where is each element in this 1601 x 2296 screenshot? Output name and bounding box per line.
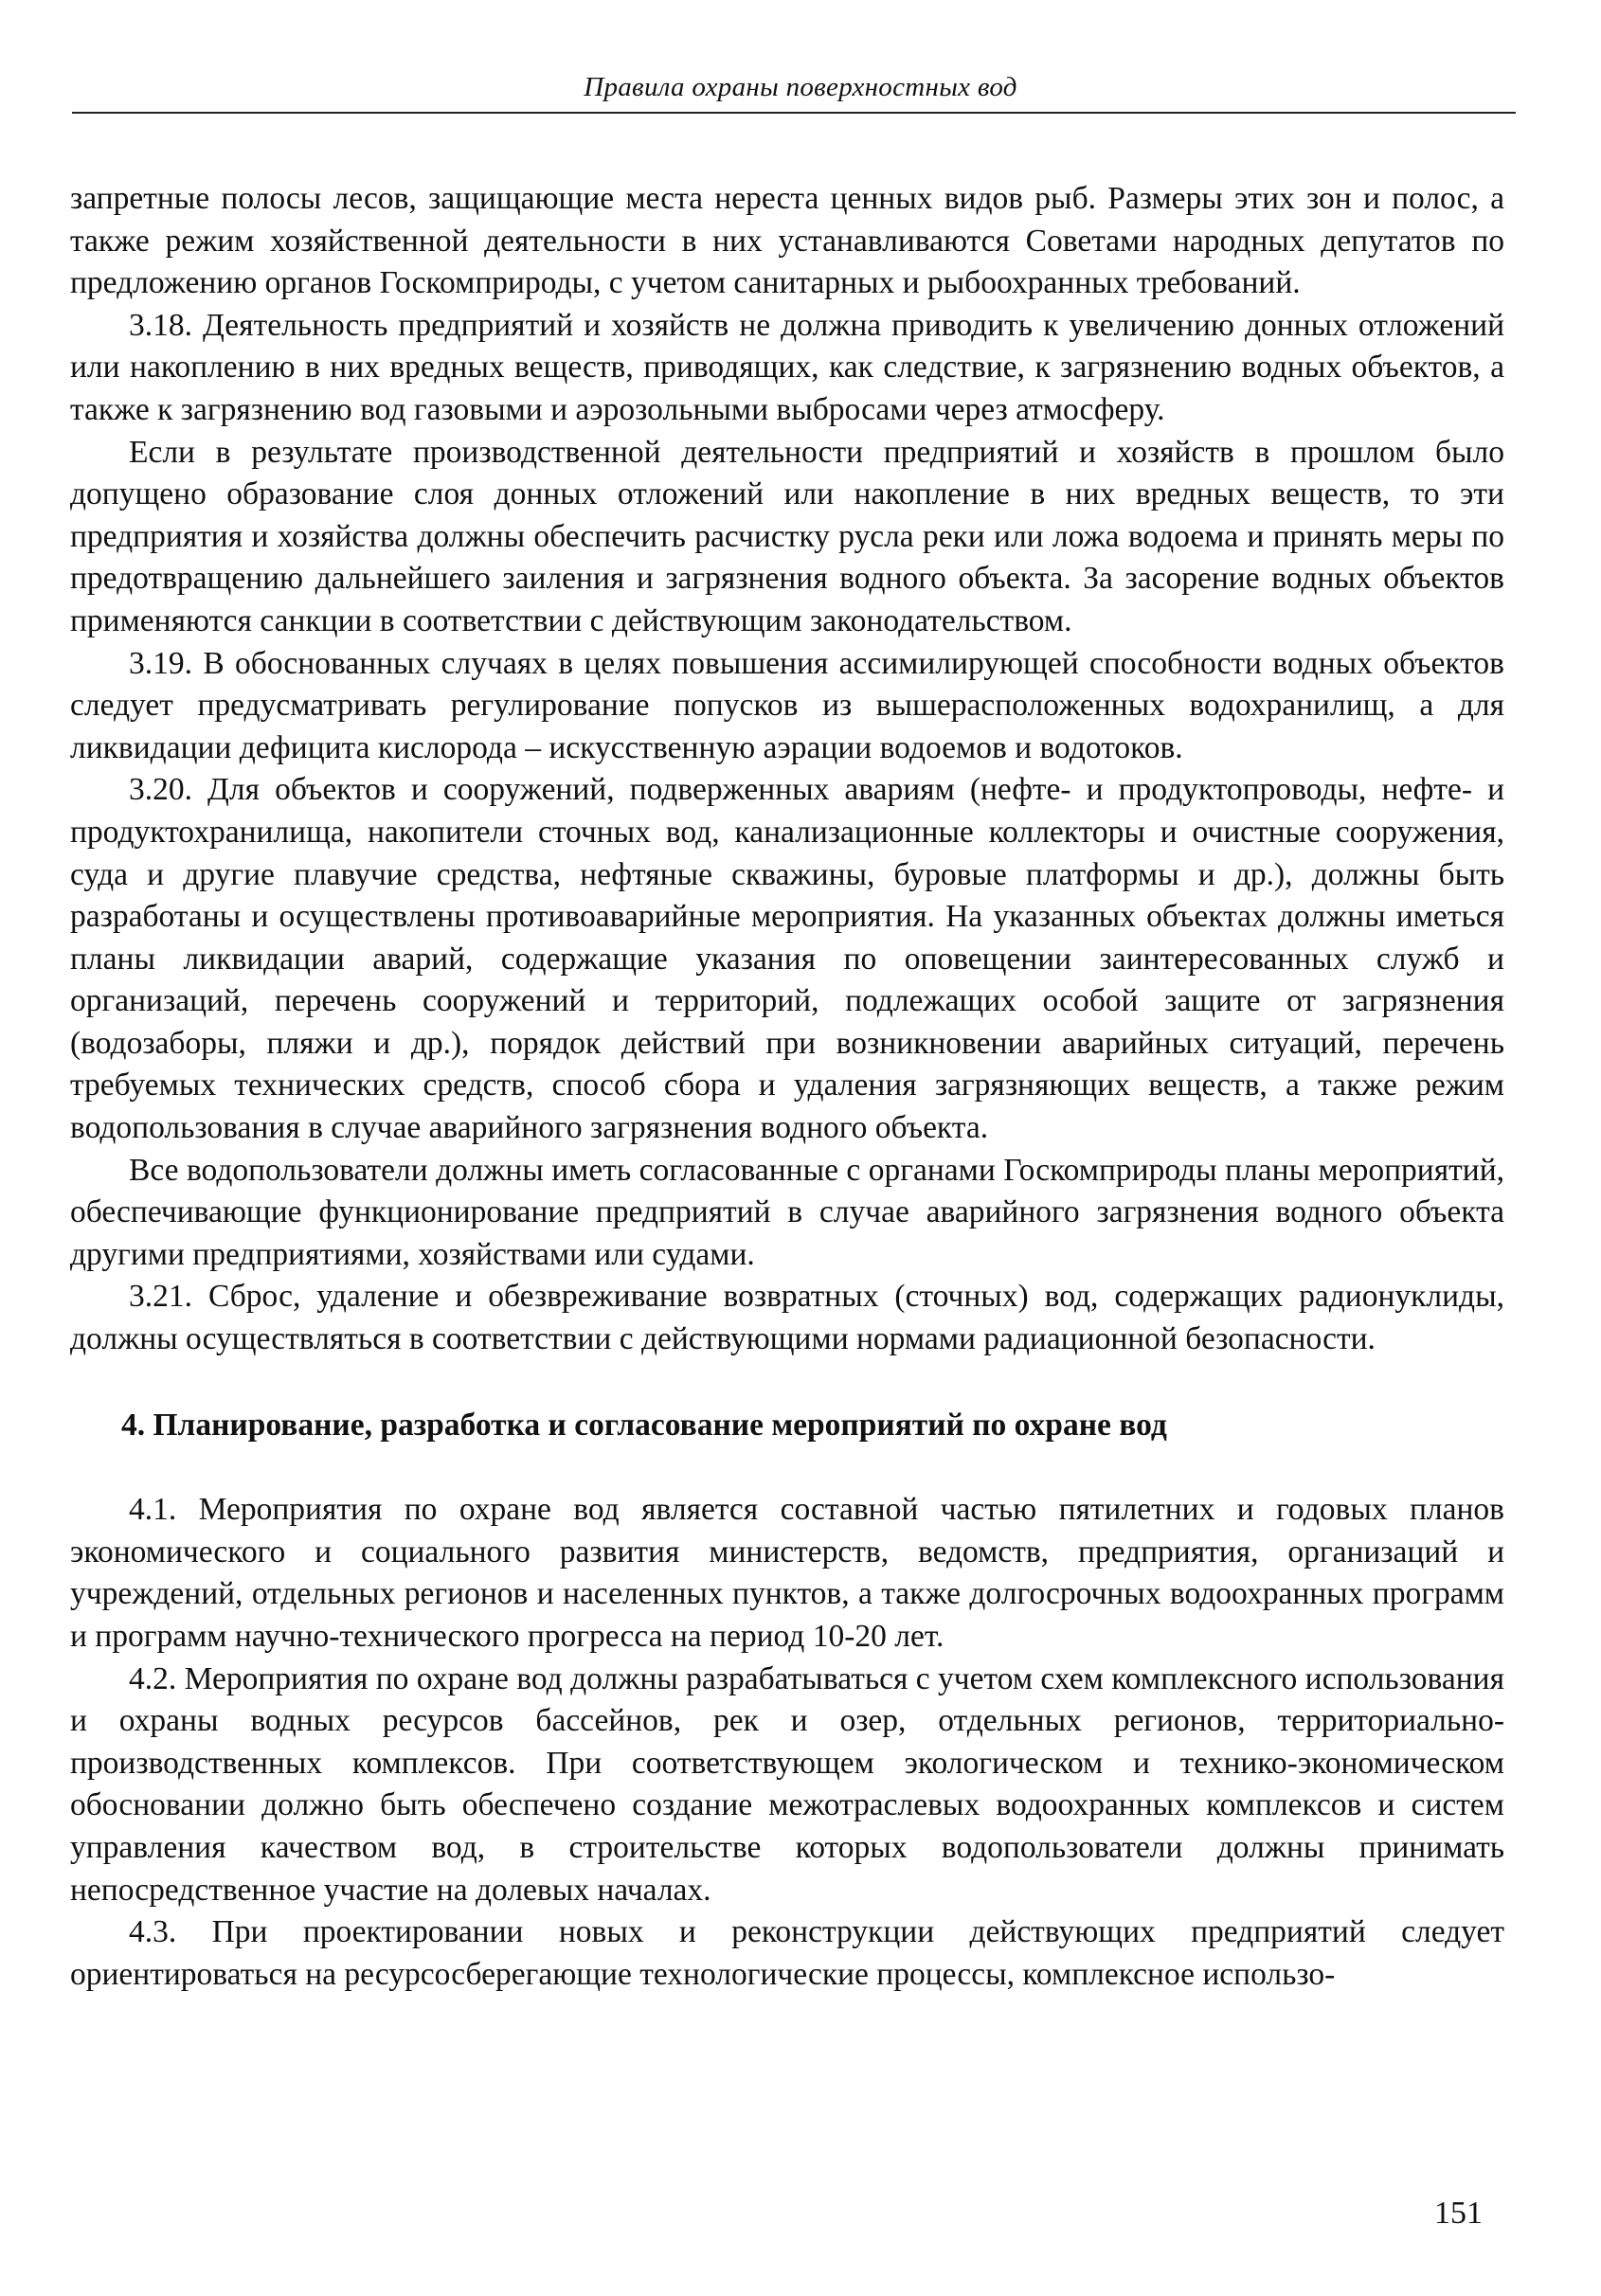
paragraph-3-21: 3.21. Сброс, удаление и обезвреживание возвратных (сточных) вод, содержащих радионуклиды, должны осуществляться в соответствии с действующими нормами радиационной безопасности.	[70, 1279, 1504, 1357]
paragraph: Если в результате производственной деятельности предприятий и хозяйств в прошлом было допущено образование слоя донных отложений или накопление в них вредных веществ, то эти предприятия и хозяйства должны обеспечить расчистку русла реки или ложа водоема и принять меры по предотвращению дальнейшего заиления и загрязнения водного объекта. За засорение водных объектов применяются санкции в соответствии с действующим законодательством.	[70, 434, 1504, 638]
page-number: 151	[1434, 2196, 1483, 2231]
paragraph-4-1: 4.1. Мероприятия по охране вод является составной частью пятилетних и годовых планов экономического и социального развития министерств, ведомств, предприятия, организаций и учреждений, отдельных регионов и населенных пунктов, а также долгосрочных водоохранных программ и программ научно-технического прогресса на период 10-20 лет.	[70, 1492, 1504, 1654]
paragraph-3-18: 3.18. Деятельность предприятий и хозяйств не должна приводить к увеличению донных отложений или накоплению в них вредных веществ, приводящих, как следствие, к загрязнению водных объектов, а также к загрязнению вод газовыми и аэрозольными выбросами через атмосферу.	[70, 307, 1504, 427]
header-rule	[72, 112, 1516, 114]
page-body	[70, 178, 1504, 1996]
paragraph-3-20: 3.20. Для объектов и сооружений, подверженных авариям (нефте- и продуктопроводы, нефте- и продуктохранилища, накопители сточных вод, канализационные коллекторы и очистные сооружения, суда и другие плавучие средства, нефтяные скважины, буровые платформы и др.), должны быть разработаны и осуществлены противоаварийные мероприятия. На указанных объектах должны иметься планы ликвидации аварий, содержащие указания по оповещении заинтересованных служб и организаций, перечень сооружений и территорий, подлежащих особой защите от загрязнения (водозаборы, пляжи и др.), порядок действий при возникновении аварийных ситуаций, перечень требуемых технических средств, способ сбора и удаления загрязняющих веществ, а также режим водопользования в случае аварийного загрязнения водного объекта.	[70, 772, 1504, 1146]
paragraph: Все водопользователи должны иметь согласованные с органами Госкомприроды планы мероприятий, обеспечивающие функционирование предприятий в случае аварийного загрязнения водного объекта другими предприятиями, хозяйствами или судами.	[70, 1152, 1504, 1272]
section-heading: 4. Планирование, разработка и согласование мероприятий по охране вод	[121, 1407, 1167, 1443]
paragraph-4-2: 4.2. Мероприятия по охране вод должны разрабатываться с учетом схем комплексного использования и охраны водных ресурсов бассейнов, рек и озер, отдельных регионов, территориально-производственных комплексов. При соответствующем экологическом и технико-экономическом обосновании должно быть обеспечено создание межотраслевых водоохранных комплексов и систем управления качеством вод, в строительстве которых водопользователи должны принимать непосредственное участие на долевых началах.	[70, 1660, 1504, 1908]
paragraph: запретные полосы лесов, защищающие места нереста ценных видов рыб. Размеры этих зон и полос, а также режим хозяйственной деятельности в них устанавливаются Советами народных депутатов по предложению органов Госкомприроды, с учетом санитарных и рыбоохранных требований.	[70, 181, 1504, 301]
running-header: Правила охраны поверхностных вод	[584, 72, 1017, 102]
paragraph-3-19: 3.19. В обоснованных случаях в целях повышения ассимилирующей способности водных объектов следует предусматривать регулирование попусков из вышерасположенных водохранилищ, а для ликвидации дефицита кислорода – искусственную аэрации водоемов и водотоков.	[70, 645, 1504, 765]
paragraph-4-3: 4.3. При проектировании новых и реконструкции действующих предприятий следует ориентироваться на ресурсосберегающие технологические процессы, комплексное использо-	[70, 1914, 1504, 1992]
